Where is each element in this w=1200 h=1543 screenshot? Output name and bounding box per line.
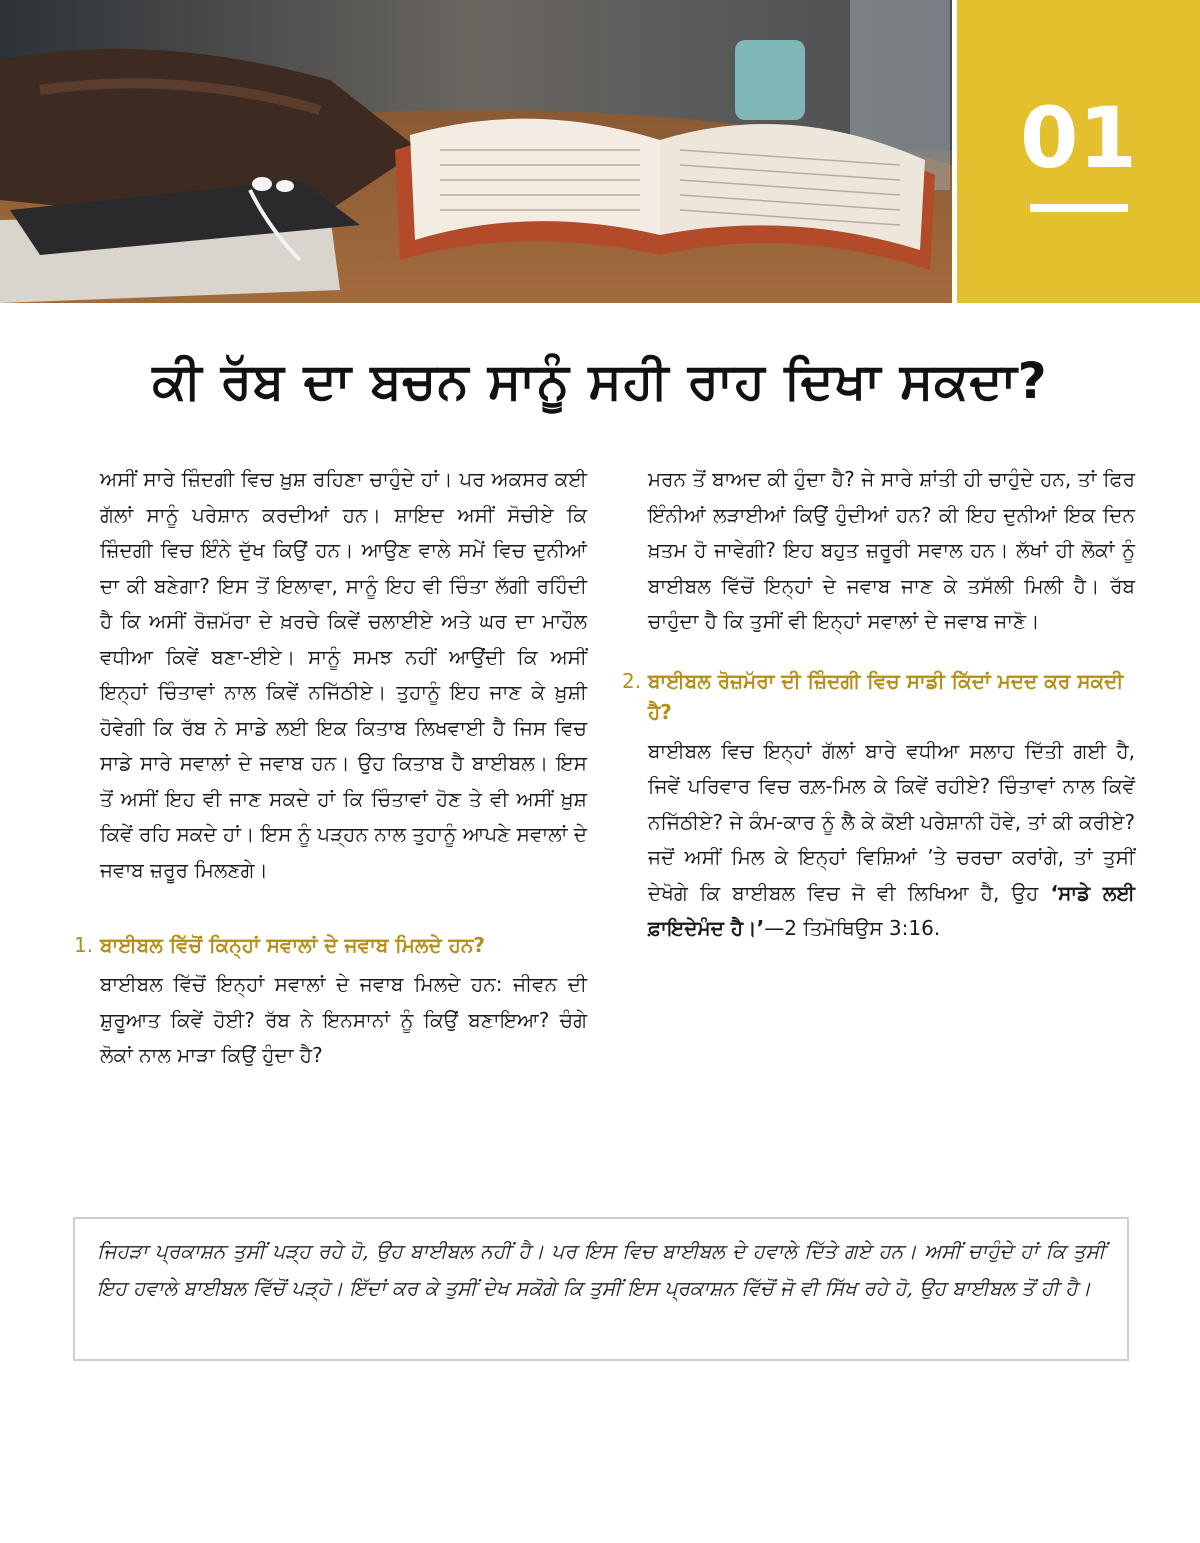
section-2-body xyxy=(648,734,1135,947)
open-bible-illustration xyxy=(0,0,952,303)
chapter-number: 01 xyxy=(1020,89,1137,187)
intro-paragraph: ਅਸੀਂ ਸਾਰੇ ਜ਼ਿੰਦਗੀ ਵਿਚ ਖ਼ੁਸ਼ ਰਹਿਣਾ ਚਾਹੁੰਦੇ ਹਾਂ। ਪਰ ਅਕਸਰ ਕਈ ਗੱਲਾਂ ਸਾਨੂੰ ਪਰੇਸ਼ਾਨ ਕਰਦੀਆਂ ਹਨ। ਸ਼ਾਇਦ ਅਸੀਂ ਸੋਚੀਏ ਕਿ ਜ਼ਿੰਦਗੀ ਵਿਚ ਇੰਨੇ ਦੁੱਖ ਕਿਉਂ ਹਨ। ਆਉਣ ਵਾਲੇ ਸਮੇਂ ਵਿਚ ਦੁਨੀਆਂ ਦਾ ਕੀ ਬਣੇਗਾ? ਇਸ ਤੋਂ ਇਲਾਵਾ, ਸਾਨੂੰ ਇਹ ਵੀ ਚਿੰਤਾ ਲੱਗੀ ਰਹਿੰਦੀ ਹੈ ਕਿ ਅਸੀਂ ਰੋਜ਼ਮੱਰਾ ਦੇ ਖ਼ਰਚੇ ਕਿਵੇਂ ਚਲਾਈਏ ਅਤੇ ਘਰ ਦਾ ਮਾਹੌਲ ਵਧੀਆ ਕਿਵੇਂ ਬਣਾ-ਈਏ। ਸਾਨੂੰ ਸਮਝ ਨਹੀਂ ਆਉਂਦੀ ਕਿ ਅਸੀਂ ਇਨ੍ਹਾਂ ਚਿੰਤਾਵਾਂ ਨਾਲ ਕਿਵੇਂ ਨਜਿੱਠੀਏ। ਤੁਹਾਨੂੰ ਇਹ ਜਾਣ ਕੇ ਖ਼ੁਸ਼ੀ ਹੋਵੇਗੀ ਕਿ ਰੱਬ ਨੇ ਸਾਡੇ ਲਈ ਇਕ ਕਿਤਾਬ ਲਿਖਵਾਈ ਹੈ ਜਿਸ ਵਿਚ ਸਾਡੇ ਸਾਰੇ ਸਵਾਲਾਂ ਦੇ ਜਵਾਬ ਹਨ। ਉਹ ਕਿਤਾਬ ਹੈ ਬਾਈਬਲ। ਇਸ ਤੋਂ ਅਸੀਂ ਇਹ ਵੀ ਜਾਣ ਸਕਦੇ ਹਾਂ ਕਿ ਚਿੰਤਾਵਾਂ ਹੋਣ ਤੇ ਵੀ ਅਸੀਂ ਖ਼ੁਸ਼ ਕਿਵੇਂ ਰਹਿ ਸਕਦੇ ਹਾਂ। ਇਸ ਨੂੰ ਪੜ੍ਹਨ ਨਾਲ ਤੁਹਾਨੂੰ ਆਪਣੇ ਸਵਾਲਾਂ ਦੇ ਜਵਾਬ ਜ਼ਰੂਰ ਮਿਲਣਗੇ। xyxy=(100,467,587,882)
publication-note-box xyxy=(73,1217,1129,1361)
left-column xyxy=(74,462,587,1074)
chapter-underline xyxy=(1030,204,1128,212)
right-column xyxy=(622,462,1135,947)
chapter-badge xyxy=(957,0,1200,303)
section-2-heading xyxy=(622,666,1135,728)
section-1-body-part1: ਬਾਈਬਲ ਵਿੱਚੋਂ ਇਨ੍ਹਾਂ ਸਵਾਲਾਂ ਦੇ ਜਵਾਬ ਮਿਲਦੇ ਹਨ: ਜੀਵਨ ਦੀ ਸ਼ੁਰੂਆਤ ਕਿਵੇਂ ਹੋਈ? ਰੱਬ ਨੇ ਇਨਸਾਨਾਂ ਨੂੰ ਕਿਉਂ ਬਣਾਇਆ? ਚੰਗੇ ਲੋਕਾਂ ਨਾਲ ਮਾੜਾ ਕਿਉਂ ਹੁੰਦਾ ਹੈ? xyxy=(100,972,587,1067)
section-2-title: ਬਾਈਬਲ ਰੋਜ਼ਮੱਰਾ ਦੀ ਜ਼ਿੰਦਗੀ ਵਿਚ ਸਾਡੀ ਕਿੱਦਾਂ ਮਦਦ ਕਰ ਸਕਦੀ ਹੈ? xyxy=(648,668,1124,724)
scripture-reference: —2 ਤਿਮੋਥਿਉਸ 3:16. xyxy=(764,916,941,940)
section-1-number: 1. xyxy=(74,933,94,957)
page-title: ਕੀ ਰੱਬ ਦਾ ਬਚਨ ਸਾਨੂੰ ਸਹੀ ਰਾਹ ਦਿਖਾ ਸਕਦਾ? xyxy=(152,352,1048,410)
hero-photo-open-bible xyxy=(0,0,952,303)
section-2-text: ਬਾਈਬਲ ਵਿਚ ਇਨ੍ਹਾਂ ਗੱਲਾਂ ਬਾਰੇ ਵਧੀਆ ਸਲਾਹ ਦਿੱਤੀ ਗਈ ਹੈ, ਜਿਵੇਂ ਪਰਿਵਾਰ ਵਿਚ ਰਲ਼-ਮਿਲ ਕੇ ਕਿਵੇਂ ਰਹੀਏ? ਚਿੰਤਾਵਾਂ ਨਾਲ ਕਿਵੇਂ ਨਜਿੱਠੀਏ? ਜੇ ਕੰਮ-ਕਾਰ ਨੂੰ ਲੈ ਕੇ ਕੋਈ ਪਰੇਸ਼ਾਨੀ ਹੋਵੇ, ਤਾਂ ਕੀ ਕਰੀਏ? ਜਦੋਂ ਅਸੀਂ ਮਿਲ ਕੇ ਇਨ੍ਹਾਂ ਵਿਸ਼ਿਆਂ ’ਤੇ ਚਰਚਾ ਕਰਾਂਗੇ, ਤਾਂ ਤੁਸੀਂ ਦੇਖੋਗੇ ਕਿ ਬਾਈਬਲ ਵਿਚ ਜੋ ਵੀ ਲਿਖਿਆ ਹੈ, ਉਹ xyxy=(648,738,1135,905)
section-2-number: 2. xyxy=(622,668,642,693)
section-1-title: ਬਾਈਬਲ ਵਿੱਚੋਂ ਕਿਨ੍ਹਾਂ ਸਵਾਲਾਂ ਦੇ ਜਵਾਬ ਮਿਲਦੇ ਹਨ? xyxy=(100,933,485,957)
section-1-heading xyxy=(74,930,587,961)
section-1-body-part2: ਮਰਨ ਤੋਂ ਬਾਅਦ ਕੀ ਹੁੰਦਾ ਹੈ? ਜੇ ਸਾਰੇ ਸ਼ਾਂਤੀ ਹੀ ਚਾਹੁੰਦੇ ਹਨ, ਤਾਂ ਫਿਰ ਇੰਨੀਆਂ ਲੜਾਈਆਂ ਕਿਉਂ ਹੁੰਦੀਆਂ ਹਨ? ਕੀ ਇਹ ਦੁਨੀਆਂ ਇਕ ਦਿਨ ਖ਼ਤਮ ਹੋ ਜਾਵੇਗੀ? ਇਹ ਬਹੁਤ ਜ਼ਰੂਰੀ ਸਵਾਲ ਹਨ। ਲੱਖਾਂ ਹੀ ਲੋਕਾਂ ਨੂੰ ਬਾਈਬਲ ਵਿੱਚੋਂ ਇਨ੍ਹਾਂ ਦੇ ਜਵਾਬ ਜਾਣ ਕੇ ਤਸੱਲੀ ਮਿਲੀ ਹੈ। ਰੱਬ ਚਾਹੁੰਦਾ ਹੈ ਕਿ ਤੁਸੀਂ ਵੀ ਇਨ੍ਹਾਂ ਸਵਾਲਾਂ ਦੇ ਜਵਾਬ ਜਾਣੋ। xyxy=(648,467,1135,633)
scripture-quote: ‘ਸਾਡੇ ਲਈ ਫ਼ਾਇਦੇਮੰਦ ਹੈ।’ xyxy=(648,880,1135,940)
publication-note: ਜਿਹੜਾ ਪ੍ਰਕਾਸ਼ਨ ਤੁਸੀਂ ਪੜ੍ਹ ਰਹੇ ਹੋ, ਉਹ ਬਾਈਬਲ ਨਹੀਂ ਹੈ। ਪਰ ਇਸ ਵਿਚ ਬਾਈਬਲ ਦੇ ਹਵਾਲੇ ਦਿੱਤੇ ਗਏ ਹਨ। ਅਸੀਂ ਚਾਹੁੰਦੇ ਹਾਂ ਕਿ ਤੁਸੀਂ ਇਹ ਹਵਾਲੇ ਬਾਈਬਲ ਵਿੱਚੋਂ ਪੜ੍ਹੋ। ਇੱਦਾਂ ਕਰ ਕੇ ਤੁਸੀਂ ਦੇਖ ਸਕੋਗੇ ਕਿ ਤੁਸੀਂ ਇਸ ਪ੍ਰਕਾਸ਼ਨ ਵਿੱਚੋਂ ਜੋ ਵੀ ਸਿੱਖ ਰਹੇ ਹੋ, ਉਹ ਬਾਈਬਲ ਤੋਂ ਹੀ ਹੈ। xyxy=(97,1239,1105,1300)
